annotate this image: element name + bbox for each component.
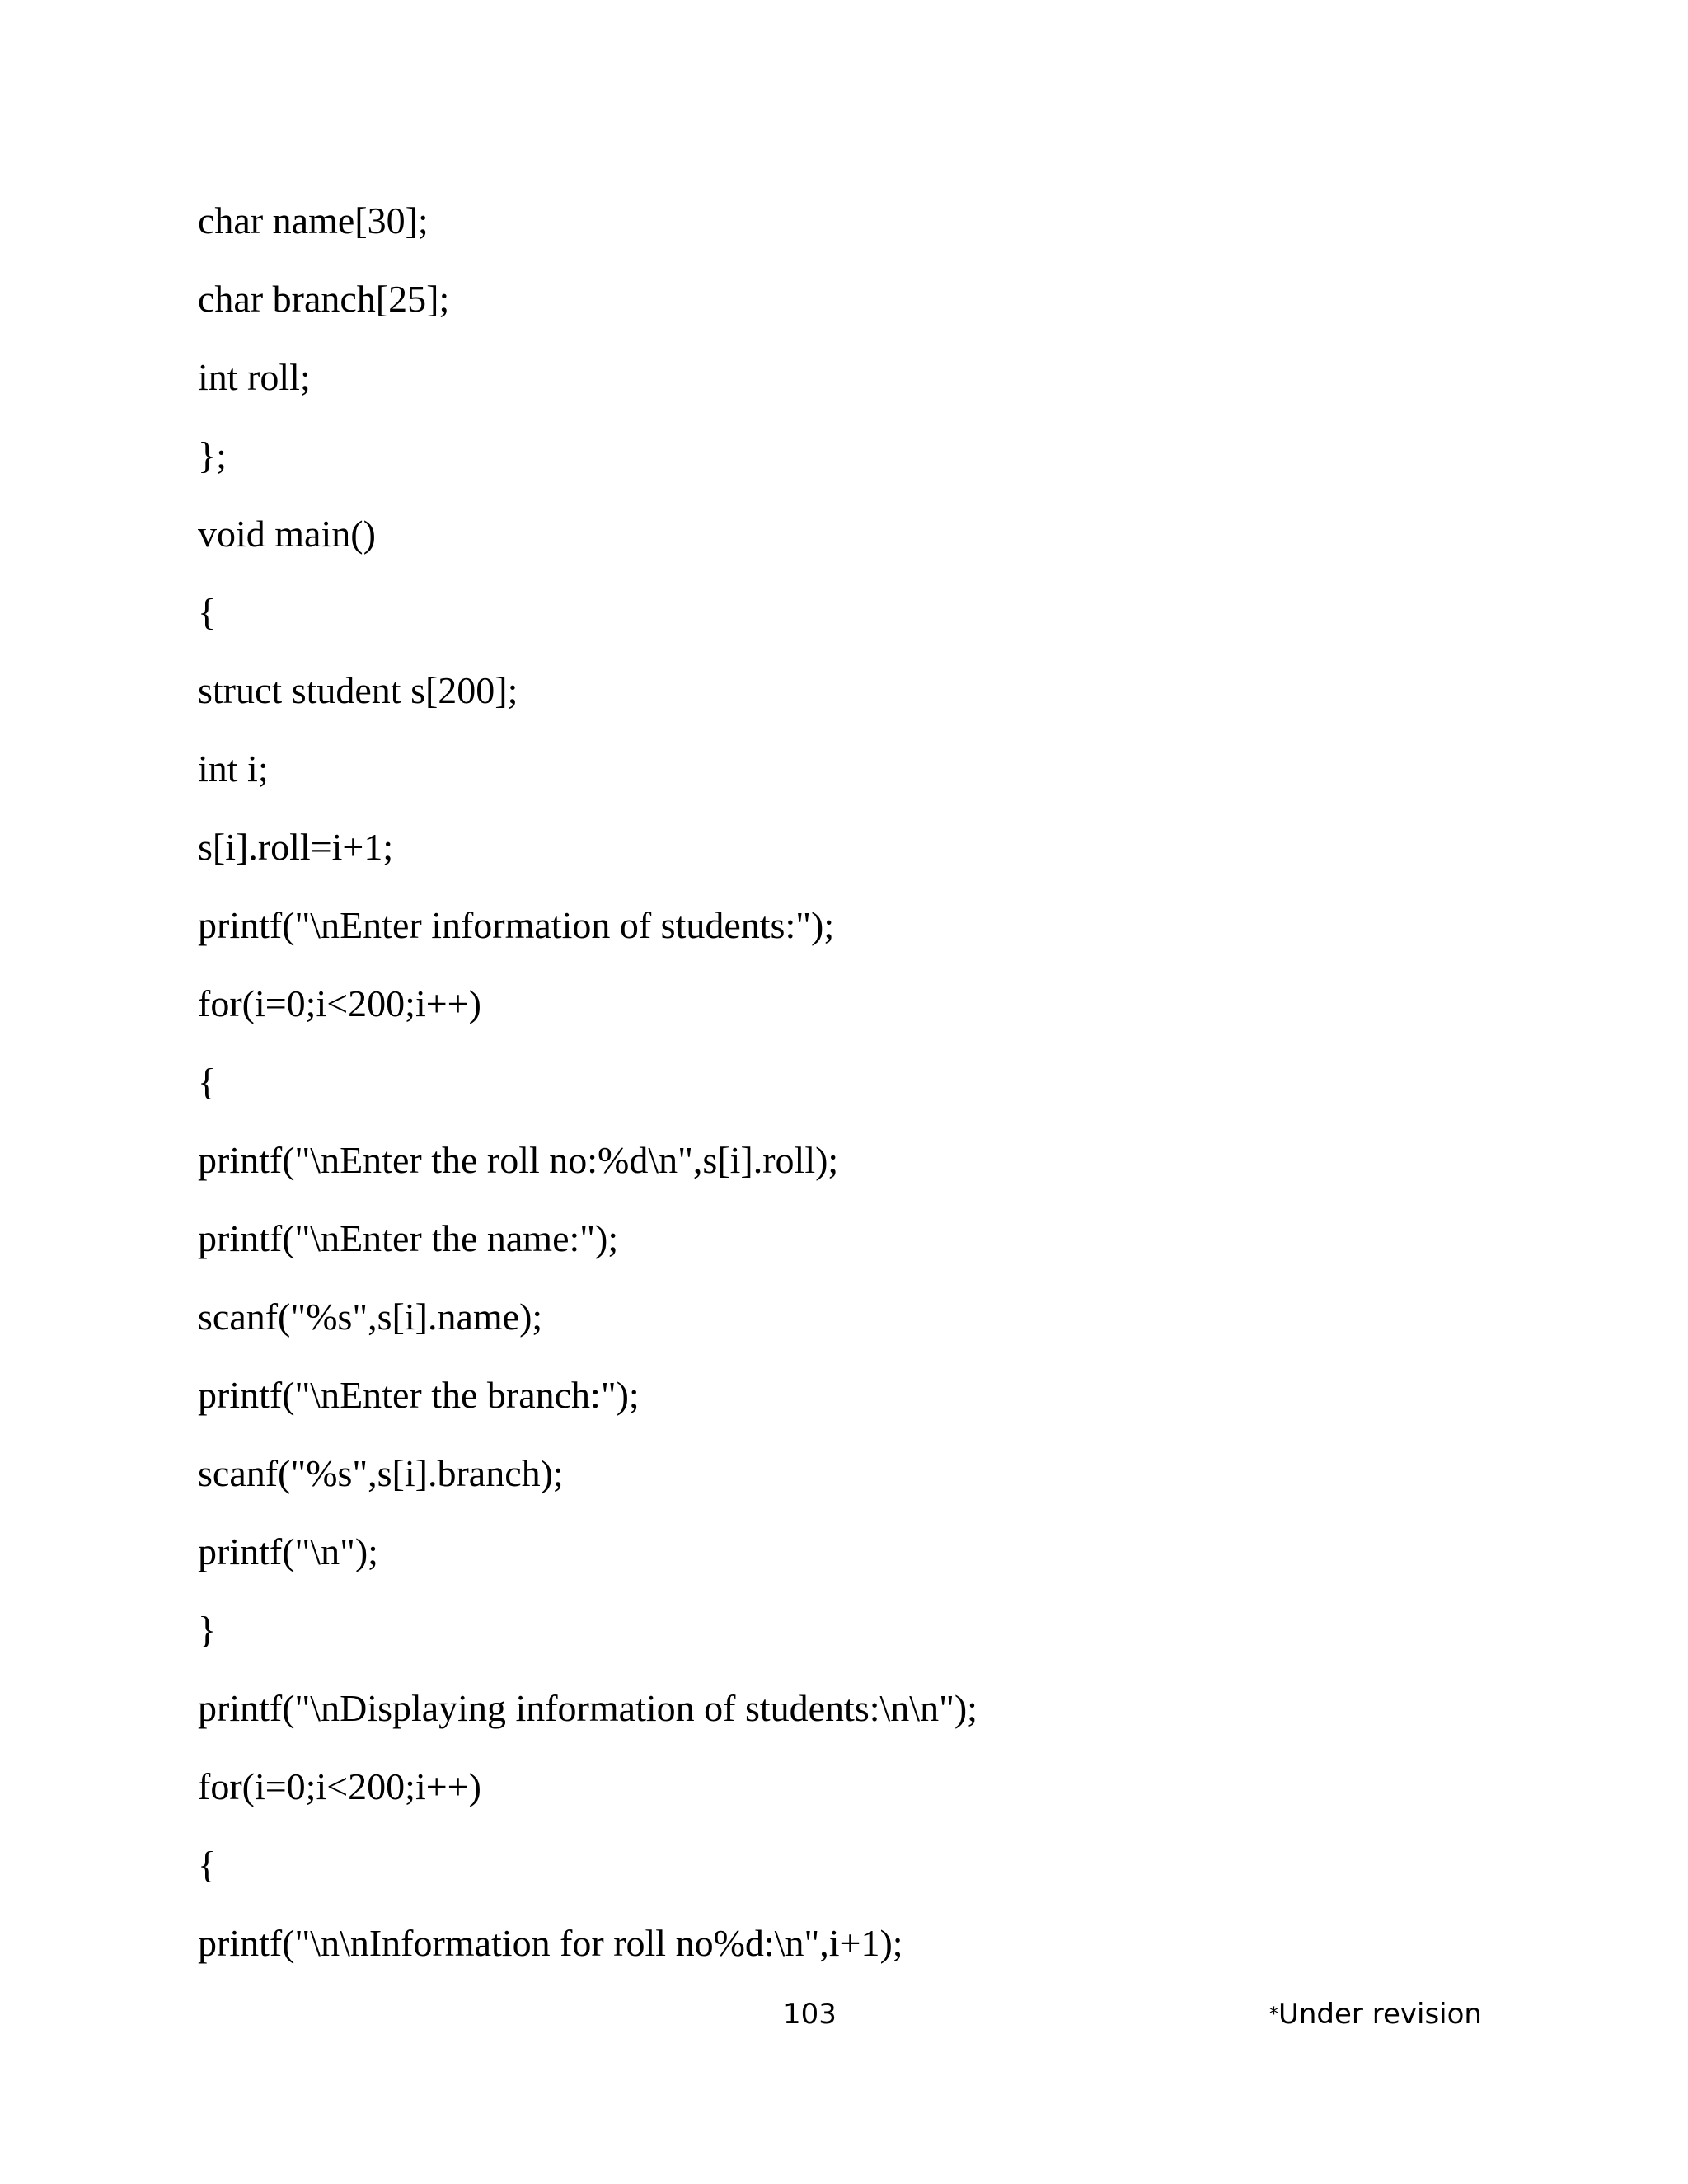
code-line: printf("\nEnter the branch:"); [198, 1374, 640, 1416]
code-listing [198, 186, 978, 1987]
code-line: scanf("%s",s[i].name); [198, 1296, 543, 1338]
code-line: int roll; [198, 356, 311, 398]
code-line: printf("\n\nInformation for roll no%d:\n",i+1); [198, 1922, 903, 1964]
code-line: }; [198, 434, 227, 476]
code-line: int i; [198, 748, 269, 790]
code-line: struct student s[200]; [198, 669, 518, 711]
code-line: } [198, 1609, 217, 1651]
revision-note [1269, 1998, 1482, 2031]
revision-star: * [1269, 2004, 1278, 2025]
code-line: void main() [198, 513, 376, 555]
code-line: { [198, 1844, 217, 1886]
code-line: { [198, 1061, 217, 1103]
code-line: for(i=0;i<200;i++) [198, 982, 481, 1024]
code-line: char name[30]; [198, 199, 429, 241]
code-line: printf("\nEnter the roll no:%d\n",s[i].roll); [198, 1139, 839, 1181]
revision-text: Under revision [1278, 1998, 1482, 2031]
code-line: char branch[25]; [198, 278, 450, 320]
code-line: s[i].roll=i+1; [198, 826, 394, 868]
code-line: printf("\nEnter the name:"); [198, 1217, 619, 1259]
code-line: { [198, 591, 217, 633]
page-number: 103 [783, 1998, 837, 2031]
code-line: for(i=0;i<200;i++) [198, 1765, 481, 1807]
code-line: printf("\n"); [198, 1530, 378, 1572]
code-line: printf("\nEnter information of students:"); [198, 904, 835, 946]
code-line: scanf("%s",s[i].branch); [198, 1452, 564, 1494]
code-line: printf("\nDisplaying information of students:\n\n"); [198, 1687, 978, 1729]
